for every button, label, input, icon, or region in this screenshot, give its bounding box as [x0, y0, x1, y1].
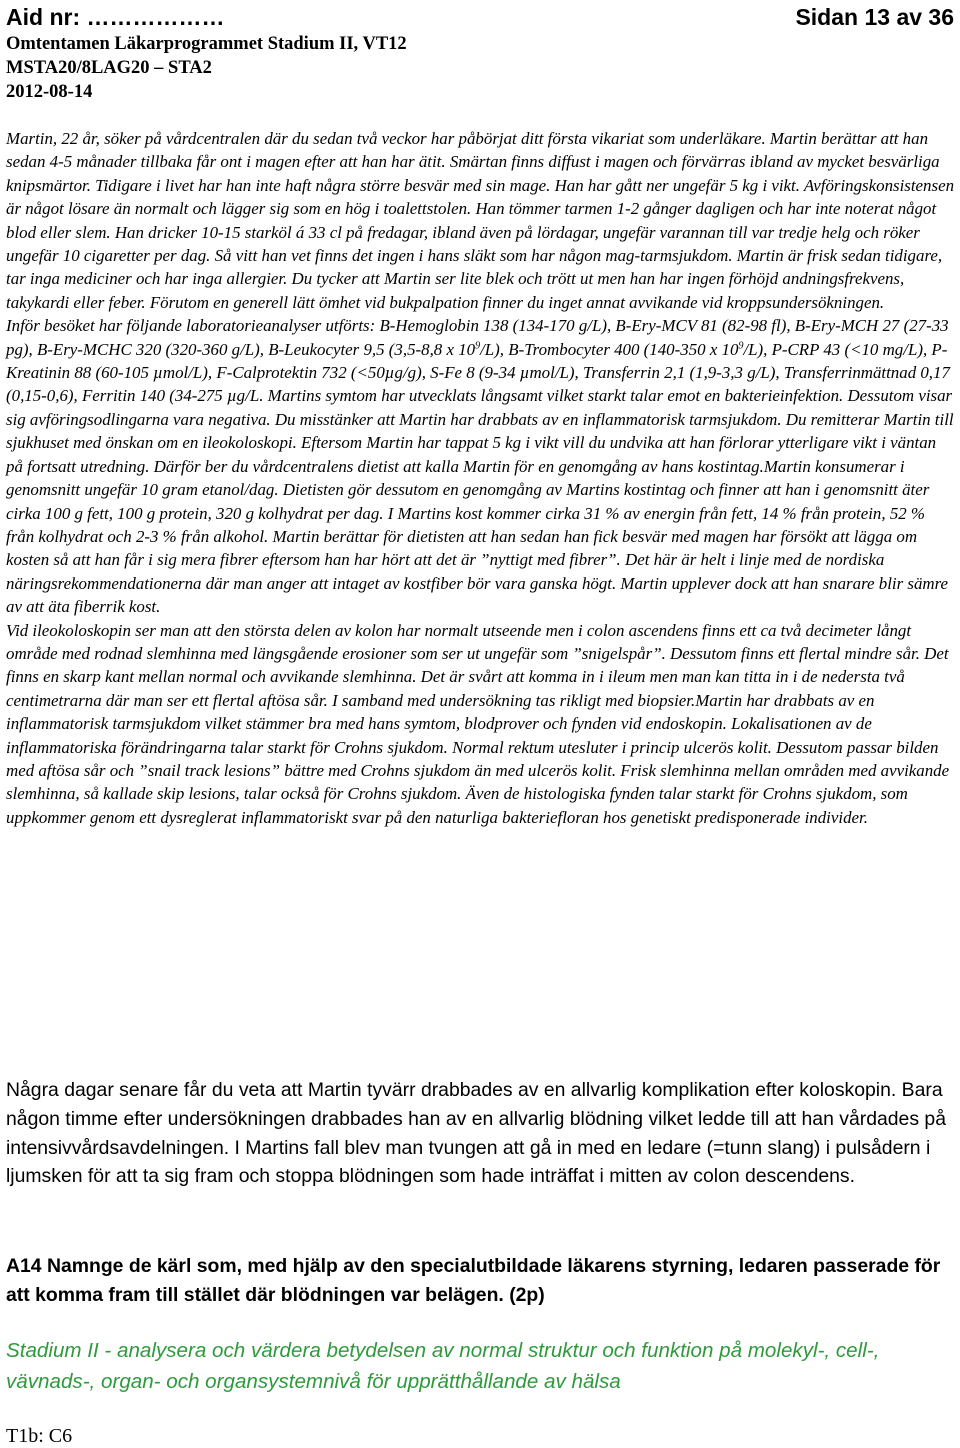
lab-text-a: Inför besöket har följande laboratorieanalyser utförts: B-Hemoglobin 138 (134-170 g/L), B-Ery-MCV 81 (82-98 fl), B-Ery-MCH 27 (27-33 pg), B-Ery-MCHC 320 (320-360 g/L), B-Leukocyter 9,5 (3,5-8,8 x 10: [6, 316, 949, 359]
lab-superscript-1: 9: [475, 340, 481, 352]
aid-number: Aid nr: ………………: [6, 4, 225, 30]
goal-code: T1b: C6: [6, 1425, 73, 1447]
case-paragraph-intro: Martin, 22 år, söker på vårdcentralen där du sedan två veckor har påbörjat ditt första vikariat som underläkare. Martin berättar att han sedan 4-5 månader tillbaka får ont i magen efter att han har ätit. Smärtan finns diffust i magen och förvärras ibland av mycket besvärliga knipsmärtor. Tidigare i livet har han inte haft några större besvär med sin mage. Han har gått ner ungefär 5 kg i vikt. Avföringskonsistensen är något lösare än normalt och lägger sig som en hög i toalettstolen. Han tömmer tarmen 1-2 gånger dagligen och har inte noterat något blod eller slem. Han dricker 10-15 starköl á 33 cl på fredagar, ibland även på lördagar, ungefär varannan till var tredje helg och röker ungefär 10 cigaretter per dag. Så vitt han vet finns det ingen i hans släkt som har någon mag-tarmsjukdom. Martin är frisk sedan tidigare, tar inga mediciner och har inga allergier. Du tycker att Martin ser lite blek och trött ut men han har ingen förhöjd andningsfrekvens, takykardi eller feber. Förutom en generell lätt ömhet vid bukpalpation finner du inget annat avvikande vid kroppsundersökningen.: [6, 129, 955, 312]
page-header: [6, 4, 954, 104]
case-paragraph-lab: [6, 314, 954, 618]
lab-text-b: /L), B-Trombocyter 400 (140-350 x 10: [480, 339, 739, 359]
course-code: MSTA20/8LAG20 – STA2: [6, 58, 212, 78]
case-paragraph-endoscopy: Vid ileokoloskopin ser man att den största delen av kolon har normalt utseende men i colon ascendens finns ett ca två decimeter långt område med rodnad slemhinna med längsgående erosioner som ser ut ungefär som ”snigelspår”. Dessutom finns ett flertal mindre sår. Det finns en skarp kant mellan normal och avvikande slemhinna. Det är svårt att komma in i ileum men man kan titta in i de nedersta två centimetrarna där man ser ett flertal aftösa sår. I samband med undersökning tas rikligt med biopsier.Martin har drabbats av en inflammatorisk tarmsjukdom vilket stämmer bra med hans symtom, blodprover och fynden vid endoskopin. Lokalisationen av de inflammatoriska förändringarna talar starkt för Crohns sjukdom. Normal rektum utesluter i princip ulcerös kolit. Dessutom passar bilden med aftösa sår och ”snail track lesions” bättre med Crohns sjukdom än med ulcerös kolit. Frisk slemhinna mellan områden med avvikande slemhinna, så kallade skip lesions, talar också för Crohns sjukdom. Även de histologiska fynden talar starkt för Crohns sjukdom, som uppkommer genom ett dysreglerat inflammatoriskt svar på den naturliga bakteriefloran hos genetiskt predisponerade individer.: [6, 620, 950, 827]
question-a14: A14 Namnge de kärl som, med hjälp av den specialutbildade läkarens styrning, ledaren passerade för att komma fram till stället där blödningen var belägen. (2p): [6, 1255, 941, 1306]
page-number: Sidan 13 av 36: [795, 4, 954, 30]
lab-text-c: /L), P-CRP 43 (<10 mg/L), P-Kreatinin 88 (60-105 µmol/L), F-Calprotektin 732 (<50µg/g), S-Fe 8 (9-34 µmol/L), Transferrin 2,1 (1,9-3,3 g/L), Transferrinmättnad 0,17 (0,15-0,6), Ferritin 140 (34-275 µg/L. Martins symtom har utvecklats långsamt vilket starkt talar emot en bakterieinfektion. Dessutom visar sig avföringsodlingarna vara negativa. Du misstänker att Martin har drabbats av en inflammatorisk tarmsjukdom. Du remitterar Martin till sjukhuset med önskan om en ileokoloskopi. Eftersom Martin har tappat 5 kg i vikt vill du undvika att han förlorar ytterligare vikt i väntan på fortsatt utredning. Därför ber du vårdcentralens dietist att kalla Martin för en genomgång av hans kostintag.Martin konsumerar i genomsnitt ungefär 10 gram etanol/dag. Dietisten gör dessutom en genomgång av Martins kostintag och finner att han i genomsnitt äter cirka 100 g fett, 100 g protein, 320 g kolhydrat per dag. I Martins kost kommer cirka 31 % av energin från fett, 14 % från protein, 52 % från kolhydrat och 2-3 % från alkohol. Martin berättar för dietisten att han sedan han fick besvär med magen har försökt att lägga om kosten så att han får i sig mera fibrer eftersom han har hört att det är ”nyttigt med fibrer”. Det här är helt i linje med de nordiska näringsrekommendationerna där man anger att intaget av kostfiber bör vara ganska högt. Martin upplever dock att han snarare blir sämre av att äta fiberrik kost.: [6, 339, 954, 617]
exam-date: 2012-08-14: [6, 82, 93, 102]
lab-superscript-2: 9: [738, 340, 744, 352]
learning-goal: Stadium II - analysera och värdera betydelsen av normal struktur och funktion på molekyl-, cell-, vävnads-, organ- och organsystemnivå för upprätthållande av hälsa: [6, 1339, 880, 1393]
followup-paragraph: Några dagar senare får du veta att Martin tyvärr drabbades av en allvarlig komplikation efter koloskopin. Bara någon timme efter undersökningen drabbades han av en allvarlig blödning vilket ledde till att han vårdades på intensivvårdsavdelningen. I Martins fall blev man tvungen att gå in med en ledare (=tunn slang) i pulsådern i ljumsken för att ta sig fram och stoppa blödningen som hade inträffat i mitten av colon descendens.: [6, 1079, 946, 1188]
case-description: [6, 127, 954, 829]
exam-title: Omtentamen Läkarprogrammet Stadium II, VT12: [6, 34, 407, 54]
